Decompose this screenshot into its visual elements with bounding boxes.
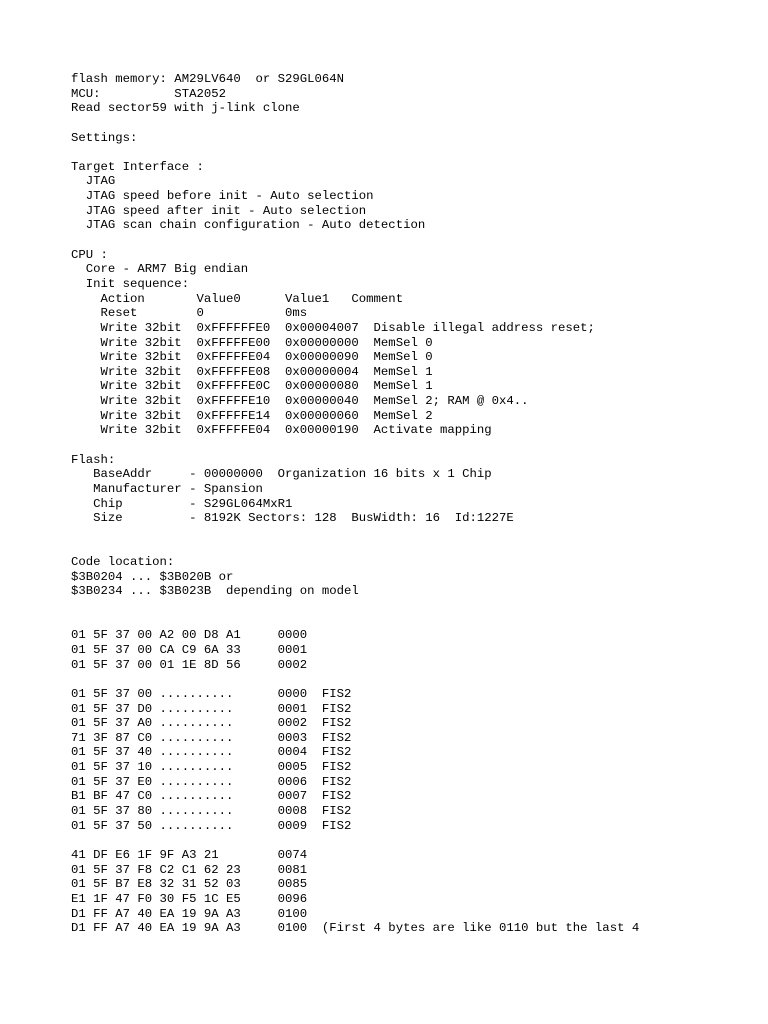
document-line: Flash: xyxy=(71,452,116,467)
document-line: E1 1F 47 F0 30 F5 1C E5 0096 xyxy=(71,891,308,906)
document-line: 01 5F 37 F8 C2 C1 62 23 0081 xyxy=(71,862,308,877)
document-line: D1 FF A7 40 EA 19 9A A3 0100 (First 4 bytes are like 0110 but the last 4 xyxy=(71,921,640,936)
document-line: Write 32bit 0xFFFFFE10 0x00000040 MemSel 2; RAM @ 0x4.. xyxy=(71,394,529,409)
document-line: B1 BF 47 C0 .......... 0007 FIS2 xyxy=(71,789,352,804)
document-line: 01 5F 37 10 .......... 0005 FIS2 xyxy=(71,760,352,775)
document-line: 01 5F 37 00 A2 00 D8 A1 0000 xyxy=(71,628,308,643)
document-line: 71 3F 87 C0 .......... 0003 FIS2 xyxy=(71,730,352,745)
document-line: MCU: STA2052 xyxy=(71,86,226,101)
document-line: BaseAddr - 00000000 Organization 16 bits x 1 Chip xyxy=(71,467,492,482)
document-line: $3B0204 ... $3B020B or xyxy=(71,569,234,584)
document-line: Core - ARM7 Big endian xyxy=(71,262,249,277)
document-line: 01 5F 37 00 .......... 0000 FIS2 xyxy=(71,686,352,701)
document-line: 01 5F B7 E8 32 31 52 03 0085 xyxy=(71,877,308,892)
document-line: Target Interface : xyxy=(71,159,204,174)
document-line: 01 5F 37 80 .......... 0008 FIS2 xyxy=(71,804,352,819)
document-line: $3B0234 ... $3B023B depending on model xyxy=(71,584,359,599)
document-line: 01 5F 37 A0 .......... 0002 FIS2 xyxy=(71,716,352,731)
blank-line xyxy=(71,672,639,687)
document-line: Code location: xyxy=(71,555,175,570)
blank-line xyxy=(71,541,639,556)
document-line: Write 32bit 0xFFFFFE08 0x00000004 MemSel 1 xyxy=(71,364,433,379)
document-line: Size - 8192K Sectors: 128 BusWidth: 16 Id:1227E xyxy=(71,511,514,526)
document-line: Write 32bit 0xFFFFFE00 0x00000000 MemSel 0 xyxy=(71,335,433,350)
document-line: Reset 0 0ms xyxy=(71,306,308,321)
document-line: Settings: xyxy=(71,130,138,145)
blank-line xyxy=(71,116,639,131)
document-line: Manufacturer - Spansion xyxy=(71,481,263,496)
blank-line xyxy=(71,599,639,614)
blank-line xyxy=(71,526,639,541)
document-text xyxy=(71,72,639,936)
document-line: 01 5F 37 50 .......... 0009 FIS2 xyxy=(71,818,352,833)
document-line: JTAG scan chain configuration - Auto detection xyxy=(71,218,426,233)
document-line: Write 32bit 0xFFFFFFE0 0x00004007 Disable illegal address reset; xyxy=(71,320,595,335)
document-line: JTAG speed before init - Auto selection xyxy=(71,189,374,204)
document-line: CPU : xyxy=(71,247,108,262)
document-line: Read sector59 with j-link clone xyxy=(71,101,300,116)
document-line: Chip - S29GL064MxR1 xyxy=(71,496,293,511)
document-line: flash memory: AM29LV640 or S29GL064N xyxy=(71,72,345,86)
document-line: 01 5F 37 00 CA C9 6A 33 0001 xyxy=(71,642,308,657)
document-line: Action Value0 Value1 Comment xyxy=(71,291,404,306)
document-line: JTAG xyxy=(71,174,116,189)
document-line: Write 32bit 0xFFFFFE14 0x00000060 MemSel 2 xyxy=(71,408,433,423)
blank-line xyxy=(71,438,639,453)
document-line: JTAG speed after init - Auto selection xyxy=(71,203,367,218)
document-line: D1 FF A7 40 EA 19 9A A3 0100 xyxy=(71,906,308,921)
document-line: Write 32bit 0xFFFFFE04 0x00000090 MemSel 0 xyxy=(71,350,433,365)
document-line: Write 32bit 0xFFFFFE0C 0x00000080 MemSel 1 xyxy=(71,379,433,394)
document-line: 01 5F 37 E0 .......... 0006 FIS2 xyxy=(71,774,352,789)
document-line: Init sequence: xyxy=(71,276,190,291)
document-line: 01 5F 37 D0 .......... 0001 FIS2 xyxy=(71,701,352,716)
document-line: Write 32bit 0xFFFFFE04 0x00000190 Activate mapping xyxy=(71,423,492,438)
document-line: 41 DF E6 1F 9F A3 21 0074 xyxy=(71,847,308,862)
blank-line xyxy=(71,833,639,848)
blank-line xyxy=(71,614,639,629)
blank-line xyxy=(71,145,639,160)
blank-line xyxy=(71,233,639,248)
document-line: 01 5F 37 40 .......... 0004 FIS2 xyxy=(71,745,352,760)
document-line: 01 5F 37 00 01 1E 8D 56 0002 xyxy=(71,657,308,672)
